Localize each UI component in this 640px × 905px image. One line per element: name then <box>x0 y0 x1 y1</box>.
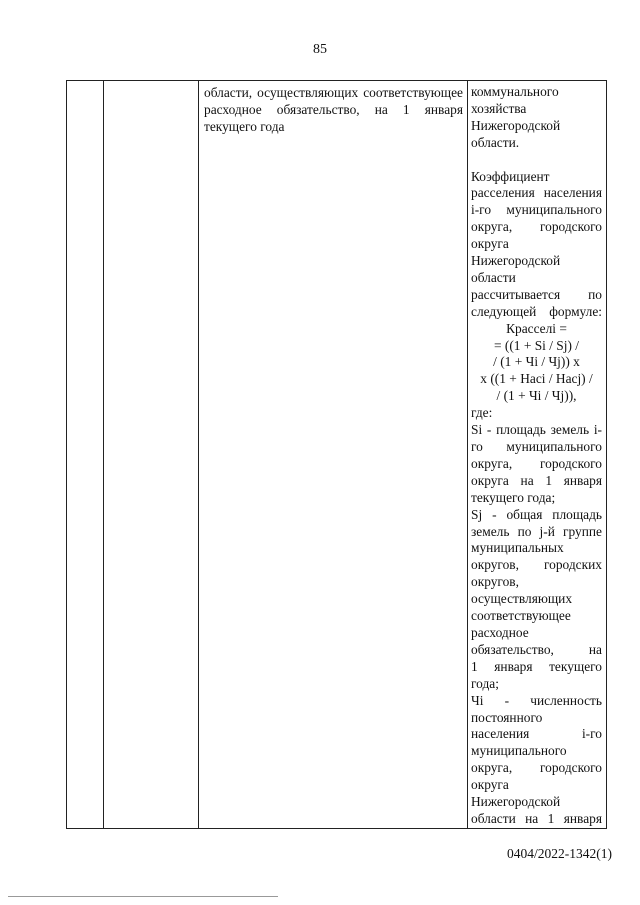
cell-line: Коэффициент <box>471 168 550 184</box>
cell-line: текущего года; <box>471 489 556 505</box>
cell-line: i-го муниципального <box>471 202 602 218</box>
cell-line: 1 января текущего <box>471 658 602 674</box>
cell-line: Нижегородской <box>471 794 561 810</box>
cell-line: осуществляющих <box>471 591 573 607</box>
cell-line: земель по j-й группе <box>471 523 602 539</box>
cell-line: населения i-го <box>471 726 602 742</box>
cell-line: хозяйства <box>471 100 527 116</box>
cell-line: округов, <box>471 574 519 590</box>
cell-line: соответствующее <box>471 608 571 624</box>
cell-line: расходное <box>471 624 529 640</box>
cell-line: / (1 + Чi / Чj)), <box>496 388 577 404</box>
page-number: 85 <box>313 42 327 57</box>
cell-line: года; <box>471 675 499 691</box>
table-cell-col2 <box>104 81 199 829</box>
document-table <box>66 80 607 829</box>
cell-line: области. <box>471 134 520 150</box>
cell-line: муниципальных <box>471 540 564 556</box>
cell-line: = ((1 + Si / Sj) / <box>493 337 580 353</box>
cell-line: рассчитывается по <box>471 286 602 302</box>
cell-line: расселения населения <box>471 185 602 201</box>
cell-line: округов, городских <box>471 557 602 573</box>
cell-line: где: <box>471 405 493 421</box>
cell-line <box>471 152 602 169</box>
cell-line: Sj - общая площадь <box>471 506 602 522</box>
table-row <box>67 81 607 829</box>
cell-text-col4 <box>468 81 606 828</box>
cell-line: округа, городского <box>471 760 602 776</box>
cell-line: Нижегородской <box>471 117 561 133</box>
cell-line: округа <box>471 236 509 252</box>
scan-edge-line <box>8 896 278 897</box>
cell-line: округа, городского <box>471 219 602 235</box>
document-code: 0404/2022-1342(1) <box>507 846 612 861</box>
cell-line: следующей формуле: <box>471 303 602 319</box>
cell-line: x ((1 + Насi / Насj) / <box>480 371 593 387</box>
cell-line: обязательство, на <box>471 641 602 657</box>
cell-line: Красселi = <box>506 320 567 336</box>
table-cell-col1 <box>67 81 104 829</box>
cell-line: муниципального <box>471 743 567 759</box>
cell-line: области на 1 января <box>471 810 602 826</box>
cell-line: / (1 + Чi / Чj)) x <box>493 354 580 370</box>
cell-line: постоянного <box>471 709 543 725</box>
cell-line: коммунального <box>471 84 559 99</box>
cell-line: округа на 1 января <box>471 472 602 488</box>
cell-line: округа, городского <box>471 455 602 471</box>
table-cell-col4 <box>468 81 607 829</box>
cell-line: области <box>471 269 516 285</box>
cell-line: округа <box>471 777 509 793</box>
table-cell-col3 <box>199 81 468 829</box>
cell-line: Чi - численность <box>471 692 602 708</box>
cell-line: Si - площадь земель i- <box>471 422 602 438</box>
cell-text-col3: области, осуществляющих соответствующее расходное обязательство, на 1 января текущего года <box>204 85 463 134</box>
cell-line: Нижегородской <box>471 253 561 269</box>
cell-line: го муниципального <box>471 439 602 455</box>
